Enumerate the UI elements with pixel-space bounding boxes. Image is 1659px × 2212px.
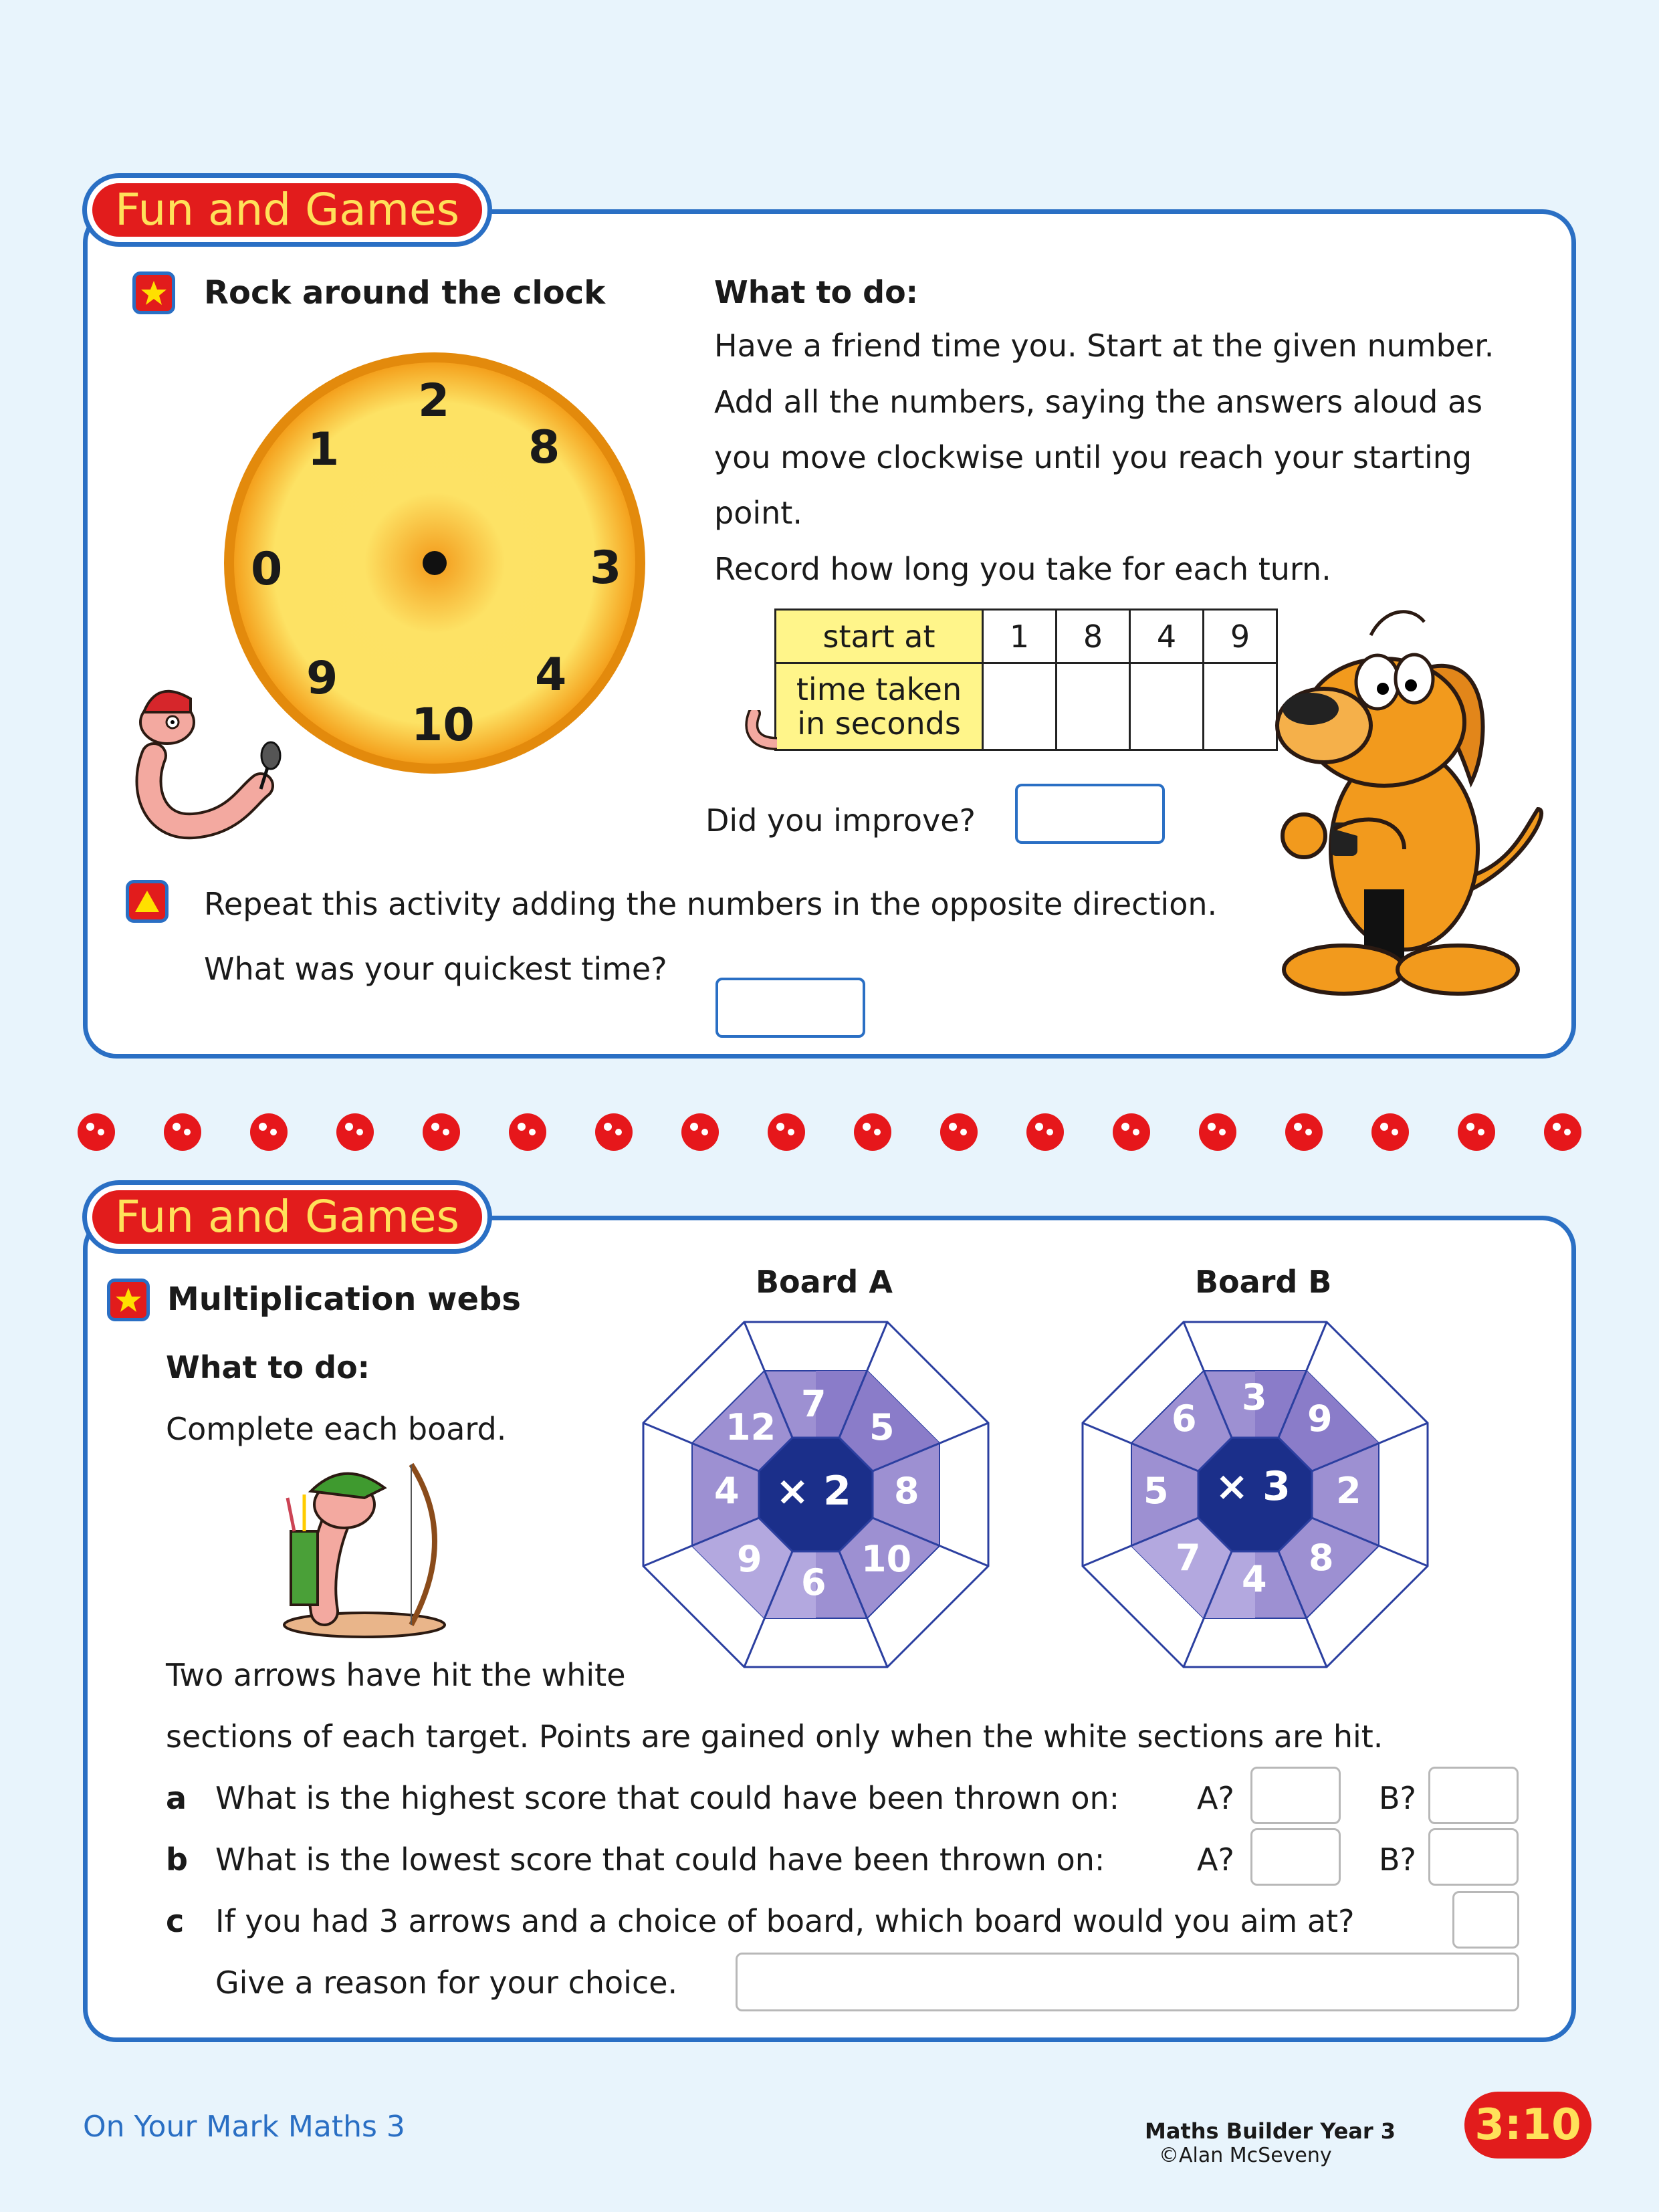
- board-b-number: 2: [1336, 1470, 1361, 1512]
- board-b-number: 8: [1309, 1537, 1334, 1579]
- board-instruction: Complete each board.: [166, 1411, 507, 1447]
- question-letter: b: [166, 1842, 188, 1878]
- lowest-b-answer[interactable]: [1428, 1828, 1519, 1886]
- clock-number: 10: [411, 699, 475, 752]
- star-icon: [132, 271, 175, 314]
- row-label-time-line2: in seconds: [797, 705, 961, 742]
- board-a-number: 5: [869, 1406, 895, 1448]
- time-cell[interactable]: [983, 663, 1057, 750]
- clock-number: 8: [528, 421, 560, 474]
- board-a-center: × 2: [776, 1468, 851, 1515]
- red-dot-icon: [854, 1113, 891, 1151]
- repeat-instruction: Repeat this activity adding the numbers in the opposite direction.: [204, 886, 1218, 922]
- footer-series: On Your Mark Maths 3: [83, 2110, 405, 2144]
- red-dot-icon: [1371, 1113, 1409, 1151]
- row-label-start: start at: [776, 610, 983, 663]
- board-b-prompt: B?: [1379, 1780, 1416, 1816]
- improve-answer-box[interactable]: [1015, 784, 1165, 844]
- red-dot-icon: [940, 1113, 978, 1151]
- red-dot-icon: [1544, 1113, 1581, 1151]
- clock-number: 0: [251, 543, 283, 596]
- time-cell[interactable]: [1057, 663, 1130, 750]
- footer-copyright: ©Alan McSeveny: [1159, 2144, 1332, 2167]
- board-a-label: Board A: [756, 1264, 893, 1300]
- board-a-number: 9: [737, 1538, 762, 1580]
- board-a-number: 6: [801, 1561, 826, 1603]
- what-to-do-label: What to do:: [166, 1349, 370, 1386]
- arrows-text-line1: Two arrows have hit the white: [166, 1657, 626, 1693]
- question-letter: c: [166, 1903, 185, 1939]
- reason-answer[interactable]: [736, 1953, 1519, 2011]
- board-b-label: Board B: [1195, 1264, 1332, 1300]
- question-text: What is the highest score that could have been thrown on:: [215, 1780, 1120, 1816]
- board-b-number: 6: [1172, 1398, 1197, 1440]
- highest-a-answer[interactable]: [1250, 1767, 1341, 1824]
- page-number-badge: 3:10: [1464, 2092, 1591, 2159]
- board-a-number: 4: [714, 1470, 740, 1512]
- board-a-prompt: A?: [1197, 1780, 1234, 1816]
- star-icon: [107, 1279, 150, 1321]
- red-dot-icon: [1458, 1113, 1495, 1151]
- worm-reporter-icon: [127, 675, 301, 843]
- clock-number: 9: [306, 652, 338, 705]
- instruction-line: you move clockwise until you reach your starting: [714, 439, 1472, 475]
- red-dot-icon: [78, 1113, 115, 1151]
- red-dot-icon: [768, 1113, 805, 1151]
- red-dot-icon: [509, 1113, 546, 1151]
- record-table: [774, 609, 1278, 751]
- question-text: If you had 3 arrows and a choice of board, which board would you aim at?: [215, 1903, 1355, 1939]
- time-cell[interactable]: [1204, 663, 1277, 750]
- red-dot-icon: [681, 1113, 719, 1151]
- dog-stopwatch-icon: [1270, 609, 1565, 996]
- start-cell: 9: [1204, 610, 1277, 663]
- improve-question: Did you improve?: [705, 802, 976, 839]
- board-b-number: 3: [1242, 1376, 1267, 1418]
- lowest-a-answer[interactable]: [1250, 1828, 1341, 1886]
- clock-number: 2: [418, 374, 450, 427]
- question-text: What is the lowest score that could have been thrown on:: [215, 1842, 1105, 1878]
- red-dot-icon: [336, 1113, 374, 1151]
- board-b-prompt: B?: [1379, 1842, 1416, 1878]
- instruction-line: Add all the numbers, saying the answers aloud as: [714, 384, 1483, 420]
- start-cell: 8: [1057, 610, 1130, 663]
- quickest-question: What was your quickest time?: [204, 951, 667, 987]
- start-cell: 4: [1130, 610, 1204, 663]
- question-letter: a: [166, 1780, 187, 1816]
- board-b-number: 9: [1307, 1398, 1333, 1440]
- highest-b-answer[interactable]: [1428, 1767, 1519, 1824]
- section2-tab: Fun and Games: [87, 1185, 487, 1249]
- red-dot-icon: [250, 1113, 288, 1151]
- row-label-time: [776, 663, 983, 750]
- board-b-number: 5: [1143, 1470, 1169, 1512]
- red-dot-icon: [595, 1113, 633, 1151]
- instruction-line: Have a friend time you. Start at the given number.: [714, 328, 1495, 364]
- board-a-number: 12: [726, 1406, 776, 1448]
- reason-prompt: Give a reason for your choice.: [215, 1965, 678, 2001]
- clock-number: 1: [308, 423, 340, 476]
- clock-number: 4: [535, 649, 567, 701]
- arrows-text-line2: sections of each target. Points are gained only when the white sections are hit.: [166, 1719, 1384, 1755]
- clock-number: 3: [590, 542, 622, 594]
- section1-title: Rock around the clock: [204, 274, 606, 312]
- row-label-time-line1: time taken: [796, 671, 962, 707]
- red-dot-icon: [1026, 1113, 1064, 1151]
- quickest-answer-box[interactable]: [715, 978, 865, 1038]
- start-cell: 1: [983, 610, 1057, 663]
- red-dot-icon: [423, 1113, 460, 1151]
- board-a-prompt: A?: [1197, 1842, 1234, 1878]
- red-dot-icon: [1199, 1113, 1236, 1151]
- board-a-number: 7: [801, 1383, 826, 1425]
- section2-title: Multiplication webs: [167, 1281, 521, 1318]
- red-dot-icon: [164, 1113, 201, 1151]
- red-dot-icon: [1113, 1113, 1150, 1151]
- red-dot-icon: [1285, 1113, 1323, 1151]
- footer-book: Maths Builder Year 3: [1145, 2118, 1396, 2144]
- board-b-center: × 3: [1215, 1463, 1291, 1510]
- triangle-icon: [126, 880, 169, 923]
- board-b-number: 4: [1242, 1558, 1267, 1600]
- instruction-line: point.: [714, 495, 802, 531]
- board-b-number: 7: [1176, 1537, 1201, 1579]
- instruction-line: Record how long you take for each turn.: [714, 551, 1331, 587]
- worm-archer-icon: [264, 1451, 458, 1645]
- time-cell[interactable]: [1130, 663, 1204, 750]
- board-a-number: 8: [894, 1470, 919, 1512]
- section1-tab: Fun and Games: [87, 178, 487, 242]
- worm-tail-icon: [741, 710, 777, 750]
- what-to-do-label: What to do:: [714, 274, 919, 310]
- board-a-number: 10: [861, 1538, 912, 1580]
- board-choice-answer[interactable]: [1452, 1891, 1519, 1949]
